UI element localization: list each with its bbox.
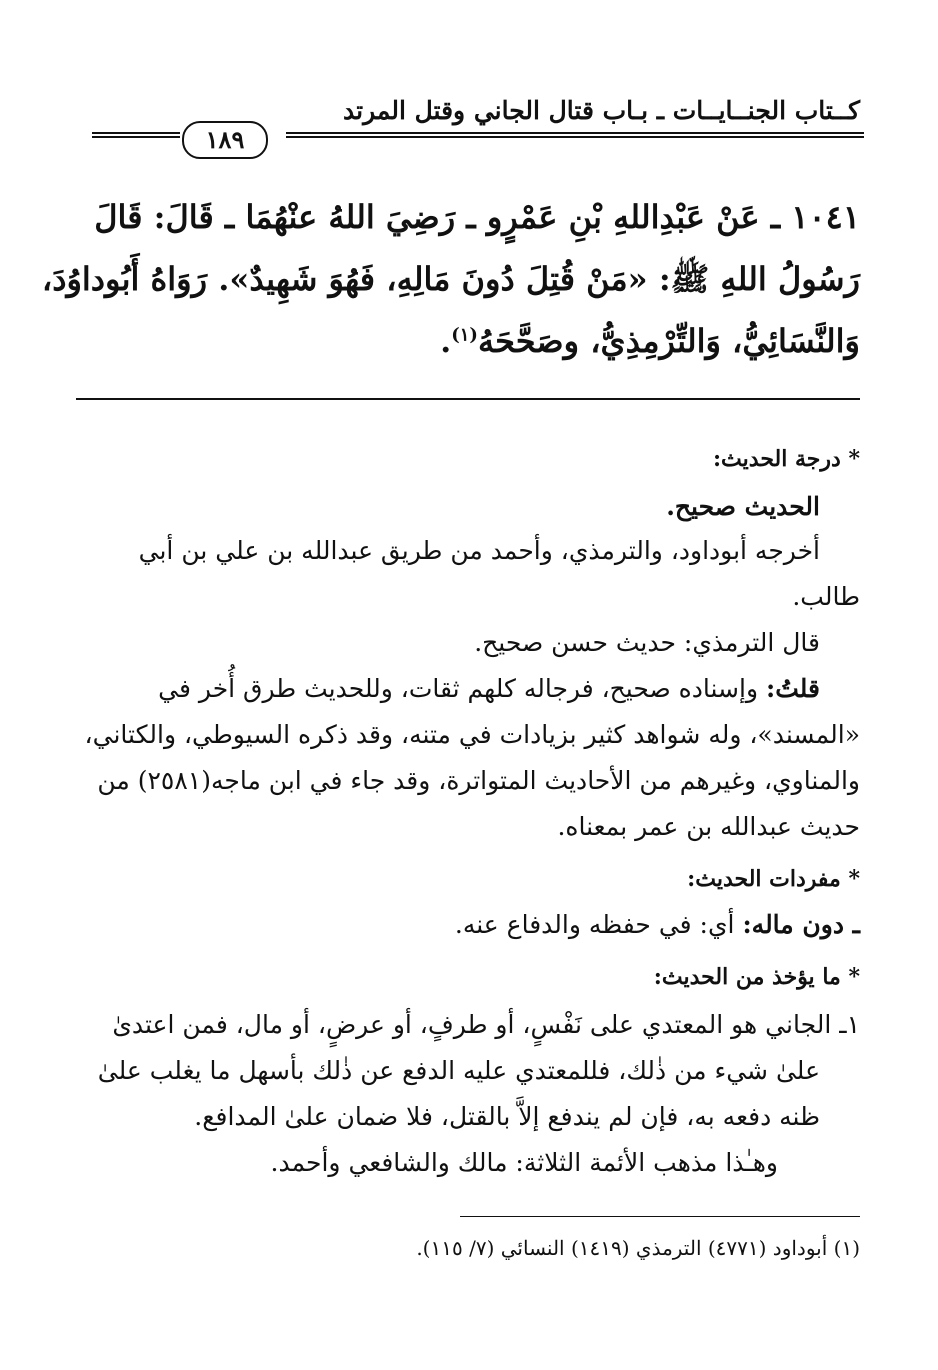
vocabulary-entry xyxy=(78,910,860,939)
degree-p2-line1-text: وإسناده صحيح، فرجاله كلهم ثقات، وللحديث طرق أُخر في xyxy=(158,674,759,703)
hadith-number: ١٠٤١ ـ xyxy=(770,198,860,236)
qultu-label: قلتُ: xyxy=(765,674,820,703)
lesson-line-4: وهـٰذا مذهب الأئمة الثلاثة: مالك والشافعي وأحمد. xyxy=(270,1148,778,1177)
degree-p2-line4: حديث عبدالله بن عمر بمعناه. xyxy=(557,812,860,841)
section-divider xyxy=(76,398,860,400)
degree-p2-line2: «المسند»، وله شواهد كثير بزيادات في متنه، وقد ذكره السيوطي، والكتاني، xyxy=(84,720,860,749)
vocabulary-heading: * مفردات الحديث: xyxy=(687,866,860,892)
header-rule-right xyxy=(286,132,864,138)
hadith-line-1-text: عَنْ عَبْدِاللهِ بْنِ عَمْرٍو ـ رَضِيَ اللهُ عنْهُمَا ـ قَالَ: قَالَ xyxy=(94,198,760,236)
lesson-line-1: ١ـ الجاني هو المعتدي على نَفْسٍ، أو طرفٍ، أو عرضٍ، أو مال، فمن اعتدىٰ xyxy=(112,1010,860,1039)
hadith-line-3-text: وَالنَّسَائِيُّ، وَالتِّرْمِذِيُّ، وصَحَّحَهُ xyxy=(477,322,860,360)
lesson-line-3: ظنه دفعه به، فإن لم يندفع إلاَّ بالقتل، فلا ضمان علىٰ المدافع. xyxy=(194,1102,820,1131)
page-number: ١٨٩ xyxy=(182,121,268,159)
hadith-line-3-end: . xyxy=(440,322,452,360)
degree-tirmidhi: قال الترمذي: حديث حسن صحيح. xyxy=(474,628,820,657)
running-header-title: كــتاب الجنــايــات ـ بـاب قتال الجاني وقتل المرتد xyxy=(343,96,860,125)
header-rule-left xyxy=(92,132,180,138)
footnote-divider xyxy=(460,1216,860,1217)
degree-heading: * درجة الحديث: xyxy=(712,446,860,472)
footnote-text: (١) أبوداود (٤٧٧١) الترمذي (١٤١٩) النسائي (٧/ ١١٥). xyxy=(416,1236,860,1260)
hadith-text xyxy=(41,186,860,372)
hadith-line-2: رَسُولُ اللهِ ﷺ: «مَنْ قُتِلَ دُونَ مَالِهِ، فَهُوَ شَهِيدٌ». رَوَاهُ أَبُوداوُدَ، xyxy=(41,260,860,298)
degree-p1-line2: طالب. xyxy=(792,582,860,611)
lesson-line-2: علىٰ شيء من ذٰلك، فللمعتدي عليه الدفع عن ذٰلك بأسهل ما يغلب علىٰ xyxy=(97,1056,820,1085)
hadith-line-1 xyxy=(80,186,860,248)
vocabulary-meaning: أي: في حفظه والدفاع عنه. xyxy=(454,910,735,939)
degree-verdict: الحديث صحيح. xyxy=(666,492,820,521)
degree-p2-line1 xyxy=(78,674,820,703)
footnote-reference: (١) xyxy=(451,324,478,346)
degree-p1-line1: أخرجه أبوداود، والترمذي، وأحمد من طريق عبدالله بن علي بن أبي xyxy=(138,536,820,565)
lessons-heading: * ما يؤخذ من الحديث: xyxy=(653,964,860,990)
degree-p2-line3: والمناوي، وغيرهم من الأحاديث المتواترة، وقد جاء في ابن ماجه(٢٥٨١) من xyxy=(97,766,860,795)
hadith-line-3 xyxy=(80,310,860,372)
vocabulary-term: ـ دون ماله: xyxy=(742,910,860,939)
